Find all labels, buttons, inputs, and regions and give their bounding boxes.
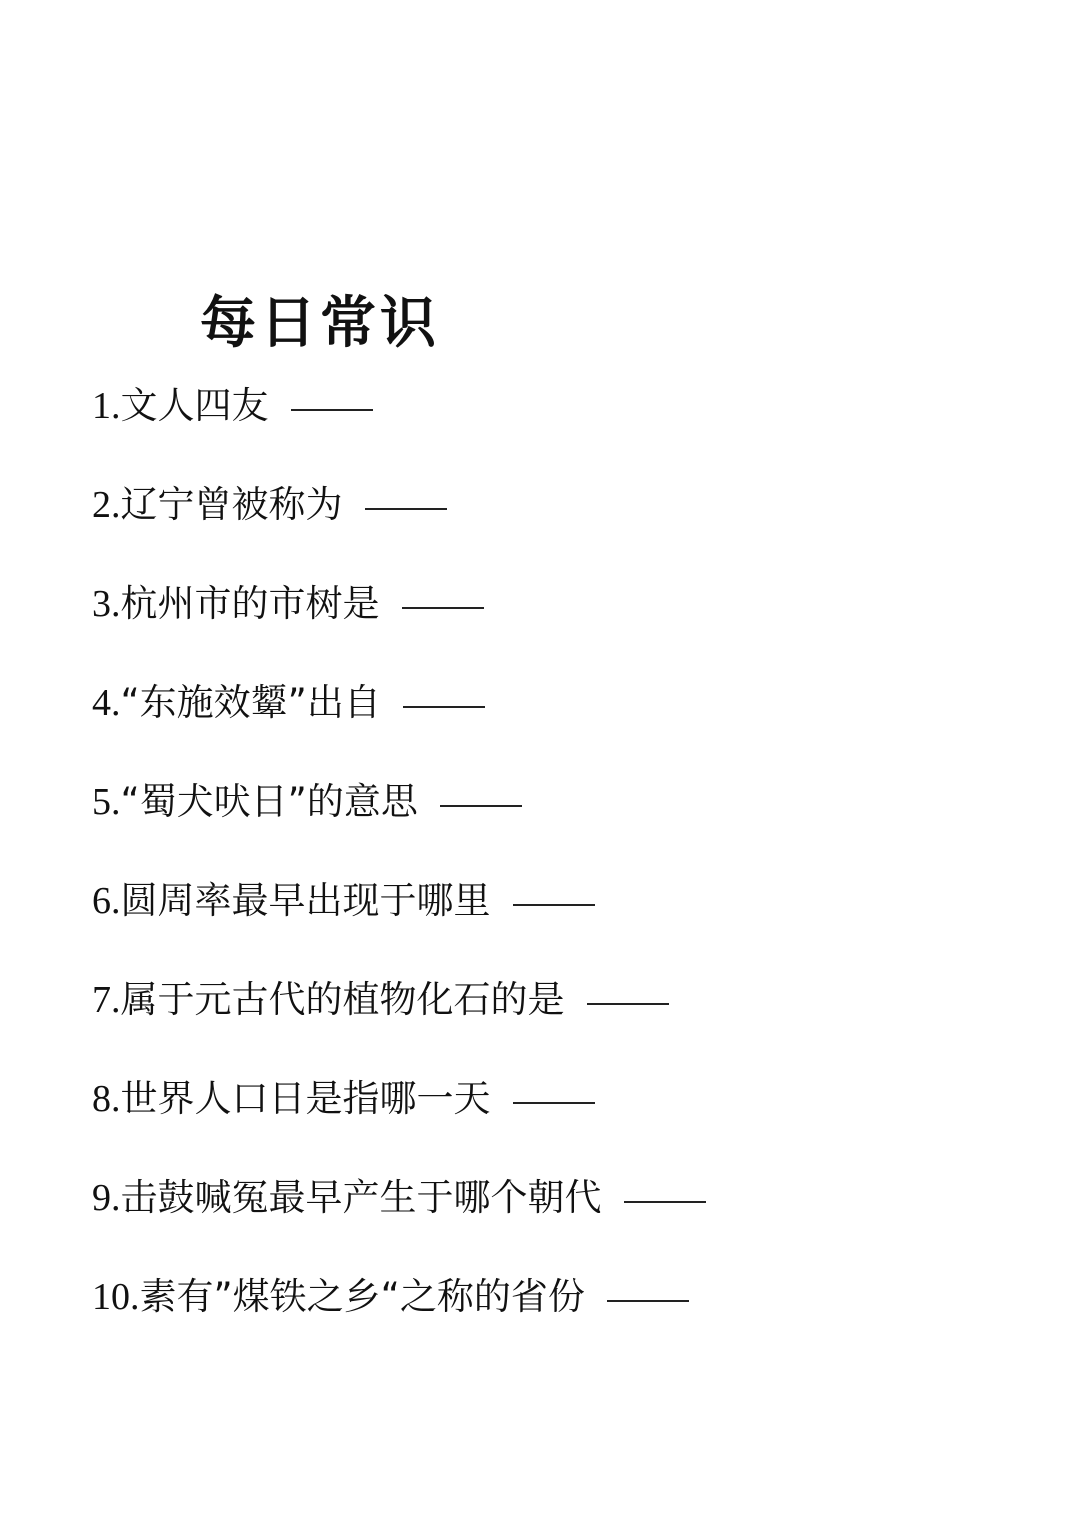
answer-blank-line — [365, 508, 447, 510]
answer-blank-line — [403, 706, 485, 708]
question-number: 2. — [92, 483, 121, 526]
question-item-6 — [92, 851, 1032, 950]
question-text: 击鼓喊冤最早产生于哪个朝代 — [120, 1175, 602, 1219]
question-number: 6. — [92, 879, 121, 922]
question-text: 辽宁曾被称为 — [120, 482, 343, 526]
question-list — [92, 356, 1032, 1346]
question-item-2 — [92, 455, 1032, 554]
question-item-3 — [92, 554, 1032, 653]
question-number: 5. — [92, 780, 121, 823]
question-number: 10. — [92, 1275, 140, 1318]
question-number: 8. — [92, 1077, 121, 1120]
question-text: “东施效颦”出自 — [120, 680, 381, 724]
question-number: 9. — [92, 1176, 121, 1219]
question-item-9 — [92, 1148, 1032, 1247]
answer-blank-line — [624, 1201, 706, 1203]
question-number: 4. — [92, 681, 121, 724]
answer-blank-line — [402, 607, 484, 609]
question-text: 圆周率最早出现于哪里 — [120, 878, 491, 922]
question-item-1 — [92, 356, 1032, 455]
question-item-5 — [92, 752, 1032, 851]
question-item-8 — [92, 1049, 1032, 1148]
question-number: 3. — [92, 582, 121, 625]
question-text: 世界人口日是指哪一天 — [120, 1076, 491, 1120]
answer-blank-line — [607, 1300, 689, 1302]
question-text: 属于元古代的植物化石的是 — [120, 977, 565, 1021]
question-text: 杭州市的市树是 — [120, 581, 380, 625]
question-text: 文人四友 — [120, 383, 269, 427]
answer-blank-line — [587, 1003, 669, 1005]
answer-blank-line — [291, 409, 373, 411]
answer-blank-line — [440, 805, 522, 807]
question-number: 1. — [92, 384, 121, 427]
answer-blank-line — [513, 904, 595, 906]
question-text: “蜀犬吠日”的意思 — [120, 779, 418, 823]
question-item-10 — [92, 1247, 1032, 1346]
answer-blank-line — [513, 1102, 595, 1104]
question-number: 7. — [92, 978, 121, 1021]
question-text: 素有”煤铁之乡“之称的省份 — [139, 1274, 585, 1318]
question-item-7 — [92, 950, 1032, 1049]
page-title: 每日常识 — [200, 290, 440, 356]
question-item-4 — [92, 653, 1032, 752]
